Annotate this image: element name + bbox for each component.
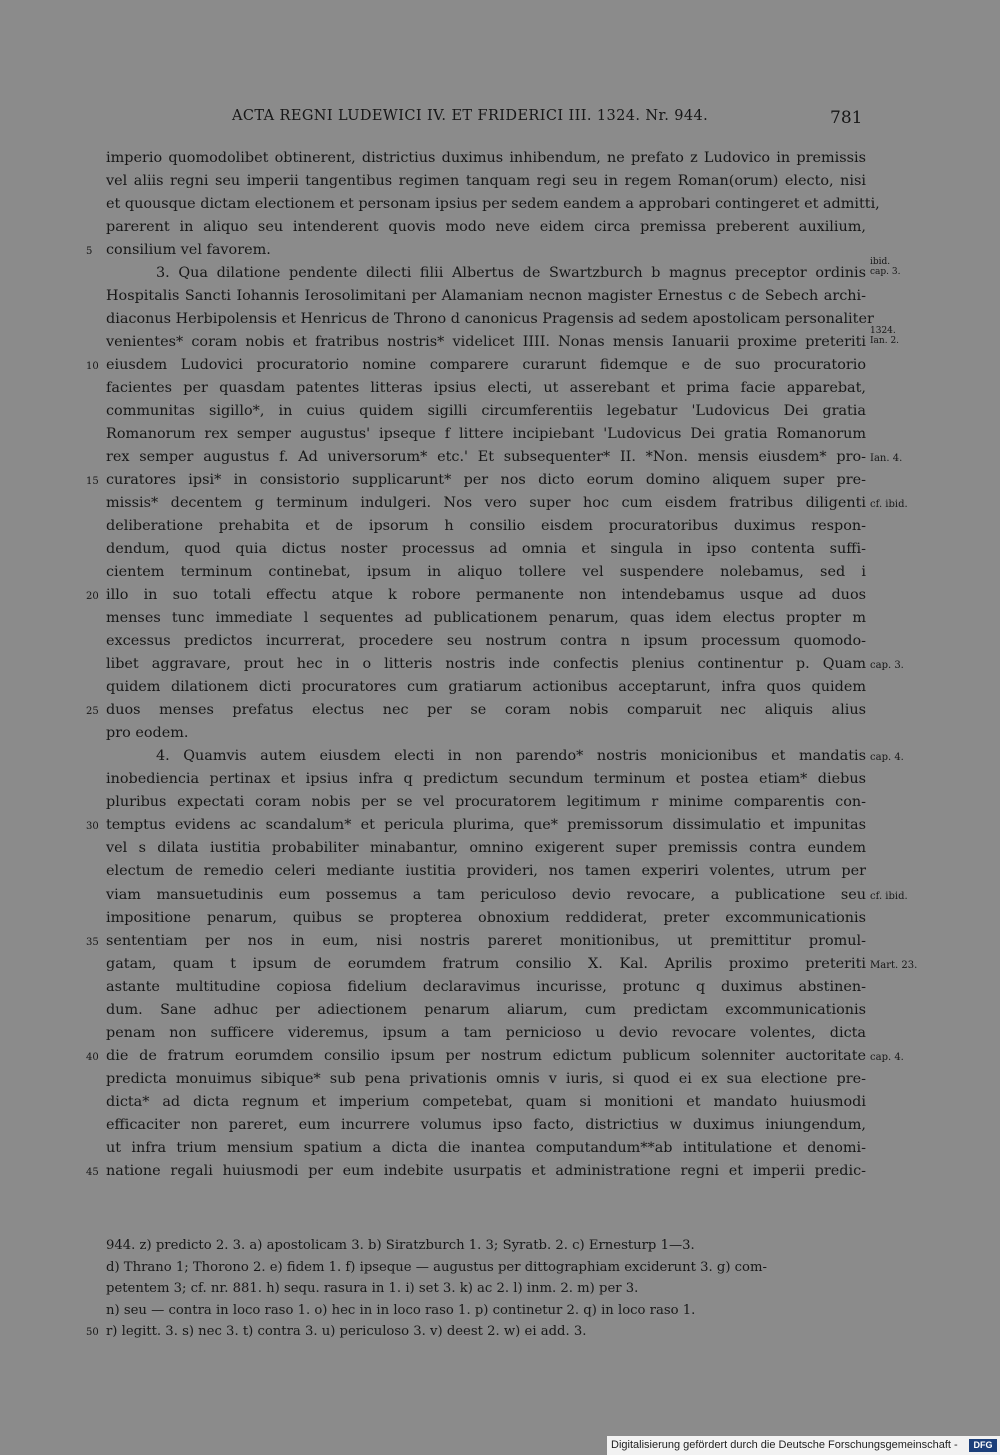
line-text: electum de remedio celeri mediante iustitia provideri, nos tamen experiri volentes, utrum per — [106, 863, 866, 880]
footnote-line — [106, 1257, 866, 1279]
line-text: viam mansuetudinis eum possemus a tam periculoso devio revocare, a publicatione seu — [106, 886, 866, 903]
text-line — [106, 216, 866, 239]
text-line — [106, 515, 866, 538]
text-line — [106, 953, 918, 976]
text-line — [86, 814, 866, 837]
line-number: 40 — [86, 1051, 99, 1063]
text-line — [86, 239, 866, 262]
line-number: 20 — [86, 591, 99, 603]
line-text: astante multitudine copiosa fidelium declaravimus incurisse, protunc q duximus abstinen- — [106, 978, 866, 995]
text-line — [106, 976, 866, 999]
text-line — [106, 1137, 866, 1160]
line-text: Romanorum rex semper augustus' ipseque f littere incipiebant 'Ludovicus Dei gratia Romanorum — [106, 426, 866, 443]
text-line — [86, 1160, 866, 1183]
line-text: communitas sigillo*, in cuius quidem sigilli circumferentiis legebatur 'Ludovicus Dei gratia — [106, 403, 866, 420]
text-line — [106, 257, 901, 285]
line-text: missis* decentem g terminum indulgeri. Nos vero super hoc cum eisdem fratribus diligenti — [106, 495, 866, 512]
margin-note: Mart. 23. — [870, 959, 918, 971]
line-text: predicta monuimus sibique* sub pena privationis omnis v iuris, si quod ei ex sua electione pre- — [106, 1070, 866, 1087]
text-line — [86, 584, 866, 607]
text-line — [106, 745, 904, 768]
text-line — [106, 1022, 866, 1045]
text-line — [106, 561, 866, 584]
text-line — [106, 285, 866, 308]
text-line — [106, 170, 866, 193]
footnote-line — [106, 1300, 866, 1322]
line-text: illo in suo totali effectu atque k robore permanente non intendebamus usque ad duos — [106, 587, 866, 604]
text-line — [106, 630, 866, 653]
line-number: 50 — [86, 1327, 99, 1338]
line-text: dum. Sane adhuc per adiectionem penarum aliarum, cum predictam excommunicationis — [106, 1001, 866, 1018]
line-text: penam non sufficere videremus, ipsum a tam pernicioso u devio revocare volentes, dicta — [106, 1024, 866, 1041]
footnote-text: r) legitt. 3. s) nec 3. t) contra 3. u) periculoso 3. v) deest 2. w) ei add. 3. — [106, 1324, 587, 1339]
line-text: imperio quomodolibet obtinerent, districtius duximus inhibendum, ne prefato z Ludovico in premissis — [106, 150, 866, 166]
footnote-text: petentem 3; cf. nr. 881. h) sequ. rasura in 1. i) set 3. k) ac 2. l) inm. 2. m) per 3. — [106, 1281, 639, 1296]
text-line — [106, 860, 866, 883]
text-line — [106, 1114, 866, 1137]
line-text: rex semper augustus f. Ad universorum* etc.' Et subsequenter* II. *Non. mensis eiusdem* pro- — [106, 449, 866, 466]
text-line — [86, 1045, 904, 1068]
line-text: excessus predictos incurrerat, procedere seu nostrum contra n ipsum processum quomodo- — [106, 633, 866, 650]
text-line — [106, 400, 866, 423]
margin-note: cf. ibid. — [870, 890, 908, 902]
dfg-logo: DFG — [969, 1439, 997, 1452]
line-text: 3. Qua dilatione pendente dilecti filii Albertus de Swartzburch b magnus preceptor ordinis — [156, 265, 866, 282]
line-text: inobediencia pertinax et ipsius infra q predictum secundum terminum et postea etiam* diebus — [106, 771, 866, 788]
line-number: 35 — [86, 936, 99, 948]
margin-note: ibid. cap. 3. — [870, 257, 901, 278]
digitization-credit — [607, 1436, 1000, 1455]
line-text: efficaciter non pareret, eum incurrere volumus ipso facto, districtius w duximus iniungendum, — [106, 1116, 866, 1133]
text-line — [106, 1091, 866, 1114]
line-text: sententiam per nos in eum, nisi nostris pareret monitionibus, ut premittitur promul- — [106, 932, 866, 949]
line-text: vel s dilata iustitia probabiliter minabantur, omnino exigerent super premissis contra eundem — [106, 840, 866, 857]
line-text: deliberatione prehabita et de ipsorum h consilio eisdem procuratoribus duximus respon- — [106, 518, 866, 535]
text-line — [106, 999, 866, 1022]
line-text: gatam, quam t ipsum de eorumdem fratrum consilio X. Kal. Aprilis proximo preteriti — [106, 955, 866, 972]
text-line — [106, 147, 866, 170]
text-line — [86, 930, 866, 953]
line-text: Hospitalis Sancti Iohannis Ierosolimitani per Alamaniam necnon magister Ernestus c de Sebech archi- — [106, 288, 866, 305]
line-text: dicta* ad dicta regnum et imperium competebat, quam si monitioni et mandato huiusmodi — [106, 1093, 866, 1110]
line-text: die de fratrum eorumdem consilio ipsum per nostrum edictum publicum solenniter auctoritate — [106, 1047, 866, 1064]
line-number: 30 — [86, 821, 99, 833]
margin-note: 1324. Ian. 2. — [870, 326, 900, 347]
text-line — [106, 768, 866, 791]
text-line — [106, 791, 866, 814]
text-line — [106, 377, 866, 400]
text-line — [106, 607, 866, 630]
margin-note: cap. 4. — [870, 1051, 904, 1063]
line-number: 5 — [86, 246, 93, 258]
footnote-text: 944. z) predicto 2. 3. a) apostolicam 3. b) Siratzburch 1. 3; Syratb. 2. c) Ernesturp 1—3. — [106, 1238, 695, 1253]
footnote-text: n) seu — contra in loco raso 1. o) hec in in loco raso 1. p) continetur 2. q) in loco raso 1. — [106, 1302, 696, 1318]
line-text: parerent in aliquo seu intenderent quovis modo neve eidem circa premissa preberent auxilium, — [106, 219, 866, 236]
text-line — [106, 722, 866, 745]
line-text: natione regali huiusmodi per eum indebite usurpatis et administratione regni et imperii predic- — [106, 1162, 866, 1179]
text-line — [106, 676, 866, 699]
line-text: impositione penarum, quibus se propterea obnoxium reddiderat, preter excommunicationis — [106, 909, 866, 926]
line-text: menses tunc immediate l sequentes ad publicationem penarum, quas idem electus propter m — [106, 610, 866, 627]
line-text: duos menses prefatus electus nec per se coram nobis comparuit nec aliquis alius — [106, 702, 866, 719]
line-text: pro eodem. — [106, 725, 189, 742]
line-text: ut infra trium mensium spatium a dicta die inantea computandum**ab intitulatione et denomi- — [106, 1139, 866, 1156]
footnote-line — [106, 1235, 866, 1257]
text-line — [106, 653, 904, 676]
text-line — [106, 423, 866, 446]
line-text: libet aggravare, prout hec in o litteris nostris inde confectis plenius continentur p. Quam — [106, 656, 866, 673]
line-text: 4. Quamvis autem eiusdem electi in non parendo* nostris monicionibus et mandatis — [156, 748, 866, 765]
text-line — [106, 907, 866, 930]
line-number: 10 — [86, 361, 99, 373]
line-number: 45 — [86, 1166, 99, 1178]
line-text: temptus evidens ac scandalum* et pericula plurima, que* premissorum dissimulatio et impunitas — [106, 817, 866, 834]
line-text: curatores ipsi* in consistorio supplicarunt* per nos dicto eorum domino aliquem super pre- — [106, 472, 866, 489]
line-number: 25 — [86, 706, 99, 718]
line-text: consilium vel favorem. — [106, 242, 271, 259]
text-line — [106, 193, 880, 216]
credit-text: Digitalisierung gefördert durch die Deutsche Forschungsgemeinschaft - — [611, 1439, 958, 1451]
line-text: pluribus expectati coram nobis per se vel procuratorem legitimum r minime comparentis con- — [106, 794, 866, 811]
line-text: et quousque dictam electionem et personam ipsius per sedem eandem a approbari contingeret et admitti, — [106, 196, 880, 213]
footnote-text: d) Thrano 1; Thorono 2. e) fidem 1. f) ipseque — augustus per dittographiam exciderunt 3. g) com- — [106, 1259, 767, 1275]
line-number: 15 — [86, 476, 99, 488]
line-text: venientes* coram nobis et fratribus nostris* videlicet IIII. Nonas mensis Ianuarii proxime preteriti — [106, 334, 866, 351]
text-line — [86, 354, 866, 377]
footnote-line — [106, 1278, 866, 1300]
text-line — [106, 1068, 866, 1091]
footnote-line — [86, 1321, 866, 1343]
footnotes — [86, 1235, 866, 1343]
text-line — [106, 884, 908, 907]
text-line — [86, 699, 866, 722]
margin-note: Ian. 4. — [870, 453, 903, 465]
line-text: diaconus Herbipolensis et Henricus de Throno d canonicus Pragensis ad sedem apostolicam personaliter — [106, 311, 874, 328]
line-text: dendum, quod quia dictus noster processus ad omnia et singula in ipso contenta suffi- — [106, 541, 866, 558]
page-number: 781 — [830, 108, 863, 128]
margin-note: cap. 3. — [870, 660, 904, 672]
text-line — [106, 492, 908, 515]
text-line — [106, 446, 903, 469]
text-line — [106, 538, 866, 561]
text-line — [106, 308, 874, 331]
main-text — [86, 147, 918, 1183]
text-line — [106, 837, 866, 860]
text-line — [86, 469, 866, 492]
line-text: vel aliis regni seu imperii tangentibus regimen tanquam regi seu in regem Roman(orum) electo, nisi — [106, 173, 866, 190]
text-line — [106, 326, 900, 354]
running-title: ACTA REGNI LUDEWICI IV. ET FRIDERICI III. 1324. Nr. 944. — [232, 108, 709, 124]
line-text: eiusdem Ludovici procuratorio nomine comparere curarunt fidemque e de suo procuratorio — [106, 357, 866, 374]
margin-note: cap. 4. — [870, 752, 904, 764]
line-text: facientes per quasdam patentes litteras ipsius electi, ut asserebant et prima facie apparebat, — [106, 380, 866, 397]
line-text: quidem dilationem dicti procuratores cum gratiarum actionibus acceptarunt, infra quos quidem — [106, 679, 866, 696]
line-text: cientem terminum continebat, ipsum in aliquo tollere vel suspendere nolebamus, sed i — [106, 564, 866, 581]
running-header — [0, 108, 1000, 136]
margin-note: cf. ibid. — [870, 499, 908, 511]
